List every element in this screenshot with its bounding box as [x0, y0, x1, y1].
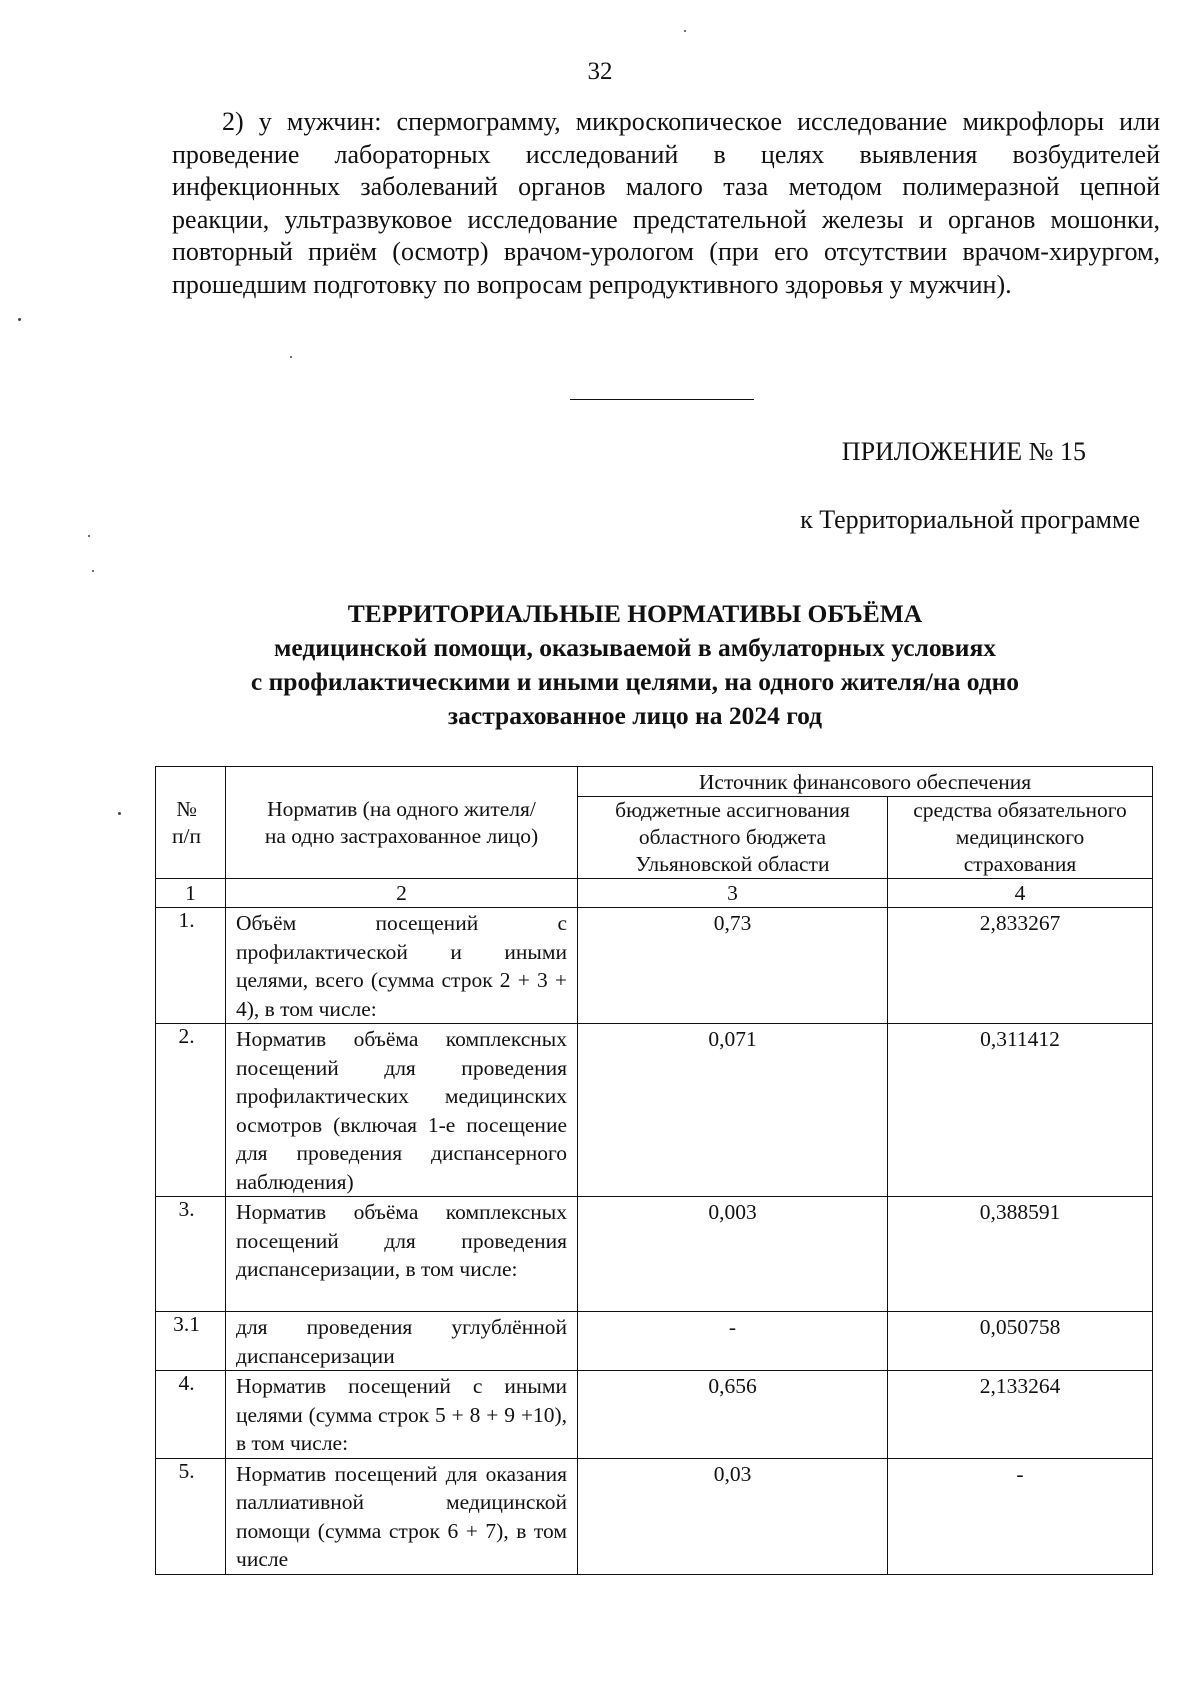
row-oms-value: 0,050758: [888, 1312, 1153, 1371]
row-number: 4.: [156, 1371, 226, 1459]
document-heading: [0, 597, 1200, 733]
heading-line-1: ТЕРРИТОРИАЛЬНЫЕ НОРМАТИВЫ ОБЪЁМА: [347, 599, 923, 628]
section-divider: [570, 399, 754, 400]
column-number: 4: [888, 879, 1153, 908]
heading-line-3: с профилактическими и иными целями, на одного жителя/на одно: [250, 667, 1020, 696]
row-normative-text: Норматив объёма комплексных посещений для проведения диспансеризации, в том числе:: [226, 1197, 578, 1312]
header-oms: средства обязательного медицинского страхования: [888, 797, 1153, 879]
header-source-group: Источник финансового обеспечения: [578, 767, 1153, 797]
row-normative-text: Норматив посещений с иными целями (сумма строк 5 + 8 + 9 +10), в том числе:: [226, 1371, 578, 1459]
heading-line-4: застрахованное лицо на 2024 год: [447, 701, 823, 730]
heading-line-2: медицинской помощи, оказываемой в амбулаторных условиях: [274, 633, 996, 662]
row-number: 1.: [156, 908, 226, 1024]
header-num: № п/п: [156, 767, 226, 879]
normatives-table-wrapper: [155, 766, 1152, 1575]
page-number: 32: [587, 58, 613, 85]
row-oms-value: 0,311412: [888, 1024, 1153, 1197]
row-budget-value: -: [578, 1312, 888, 1371]
normatives-table: [155, 766, 1153, 1575]
row-budget-value: 0,003: [578, 1197, 888, 1312]
table-row: [156, 1312, 1153, 1371]
column-number: 2: [226, 879, 578, 908]
table-row: [156, 1371, 1153, 1459]
scan-speck: [290, 356, 292, 358]
row-number: 3.: [156, 1197, 226, 1312]
scan-speck: [88, 535, 90, 537]
table-row: [156, 1024, 1153, 1197]
header-budget: бюджетные ассигнования областного бюджета Ульяновской области: [578, 797, 888, 879]
row-normative-text: Норматив объёма комплексных посещений для проведения профилактических медицинских осмотров (включая 1-е посещение для проведения диспансерного наблюдения): [226, 1024, 578, 1197]
row-budget-value: 0,03: [578, 1458, 888, 1574]
scan-speck: [18, 318, 21, 321]
row-normative-text: Норматив посещений для оказания паллиативной медицинской помощи (сумма строк 6 + 7), в том числе: [226, 1458, 578, 1574]
row-budget-value: 0,73: [578, 908, 888, 1024]
table-row: [156, 908, 1153, 1024]
column-number: 1: [156, 879, 226, 908]
body-paragraph: 2) у мужчин: спермограмму, микроскопическое исследование микрофлоры или проведение лабораторных исследований в целях выявления возбудителей инфекционных заболеваний органов малого таза методом полимеразной цепной реакции, ультразвуковое исследование предстательной железы и органов мошонки, повторный приём (осмотр) врачом-урологом (при его отсутствии врачом-хирургом, прошедшим подготовку по вопросам репродуктивного здоровья у мужчин).: [172, 107, 1160, 299]
appendix-subtitle: к Территориальной программе: [800, 505, 1140, 534]
row-budget-value: 0,071: [578, 1024, 888, 1197]
row-budget-value: 0,656: [578, 1371, 888, 1459]
column-number: 3: [578, 879, 888, 908]
scan-speck: [118, 812, 121, 815]
row-oms-value: 0,388591: [888, 1197, 1153, 1312]
table-row: [156, 1197, 1153, 1312]
row-number: 5.: [156, 1458, 226, 1574]
row-number: 3.1: [156, 1312, 226, 1371]
column-number-row: [156, 879, 1153, 908]
row-oms-value: -: [888, 1458, 1153, 1574]
row-normative-text: Объём посещений с профилактической и иными целями, всего (сумма строк 2 + 3 + 4), в том числе:: [226, 908, 578, 1024]
header-normative: Норматив (на одного жителя/ на одно застрахованное лицо): [226, 767, 578, 879]
appendix-title: ПРИЛОЖЕНИЕ № 15: [841, 437, 1086, 466]
row-number: 2.: [156, 1024, 226, 1197]
row-oms-value: 2,833267: [888, 908, 1153, 1024]
row-oms-value: 2,133264: [888, 1371, 1153, 1459]
row-normative-text: для проведения углублённой диспансеризации: [226, 1312, 578, 1371]
table-row: [156, 1458, 1153, 1574]
scan-speck: [684, 30, 686, 32]
scan-speck: [92, 570, 94, 572]
